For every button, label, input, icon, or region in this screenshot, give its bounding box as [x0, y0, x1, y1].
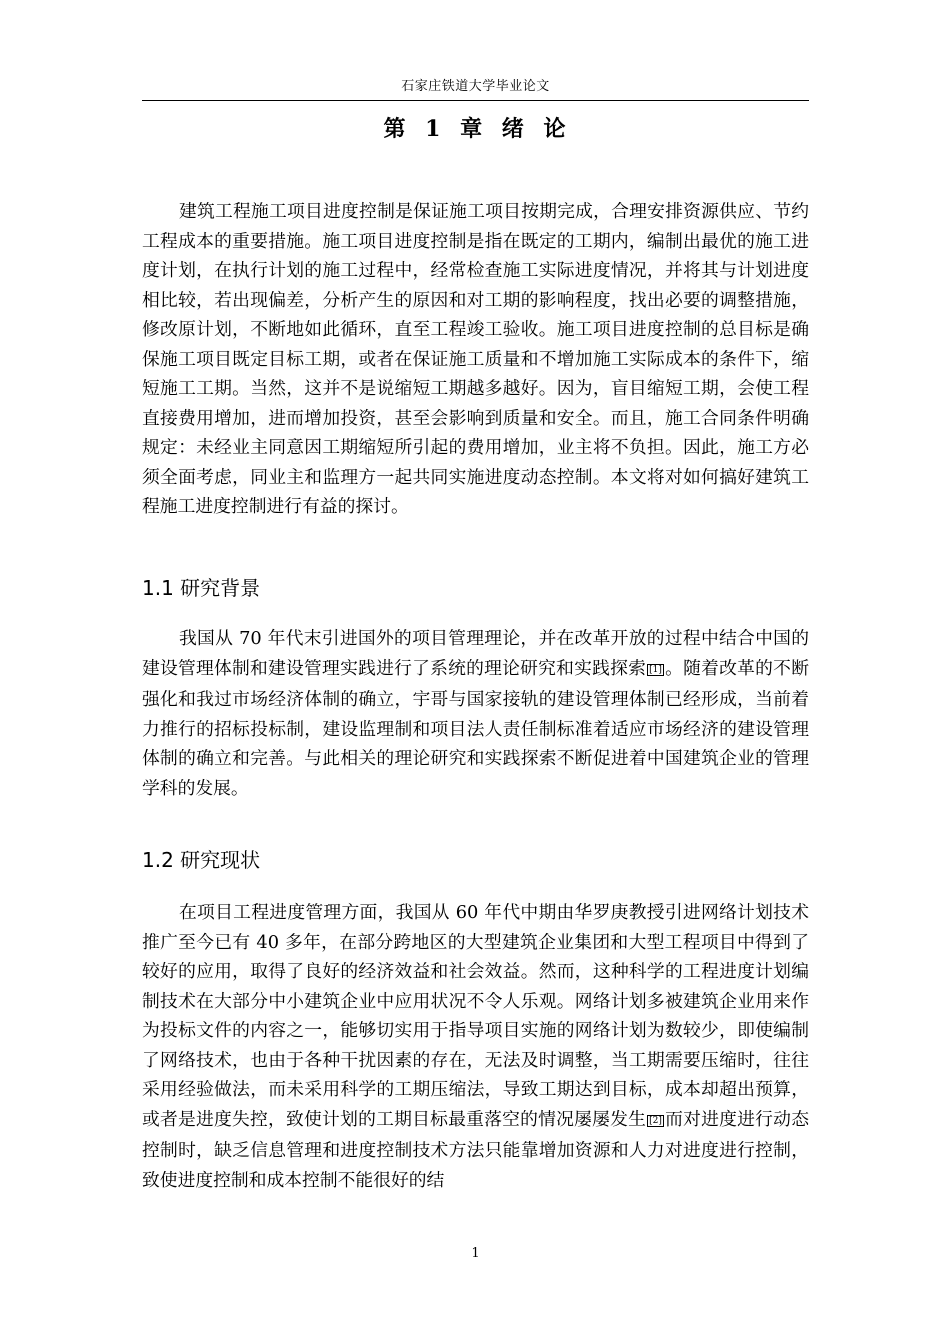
- running-header: 石家庄铁道大学毕业论文: [401, 79, 550, 94]
- section-heading-background: 1.1 研究背景: [142, 576, 261, 600]
- section-heading-status: 1.2 研究现状: [142, 848, 261, 872]
- background-paragraph: [142, 624, 809, 803]
- intro-paragraph: 建筑工程施工项目进度控制是保证施工项目按期完成，合理安排资源供应、节约工程成本的重要措施。施工项目进度控制是指在既定的工期内，编制出最优的施工进度计划，在执行计划的施工过程中，经常检查施工实际进度情况，并将其与计划进度相比较，若出现偏差，分析产生的原因和对工期的影响程度，找出必要的调整措施，修改原计划，不断地如此循环，直至工程竣工验收。施工项目进度控制的总目标是确保施工项目既定目标工期，或者在保证施工质量和不增加施工实际成本的条件下，缩短施工工期。当然，这并不是说缩短工期越多越好。因为，盲目缩短工期，会使工程直接费用增加，进而增加投资，甚至会影响到质量和安全。而且，施工合同条件明确规定：未经业主同意因工期缩短所引起的费用增加，业主将不负担。因此，施工方必须全面考虑，同业主和监理方一起共同实施进度动态控制。本文将对如何搞好建筑工程施工进度控制进行有益的探讨。: [142, 201, 809, 517]
- page-number: 1: [471, 1246, 480, 1261]
- chapter-title: 第 1 章 绪 论: [383, 116, 568, 142]
- background-text-part1: 我国从 70 年代末引进国外的项目管理理论，并在改革开放的过程中结合中国的建设管理体制和建设管理实践进行了系统的理论研究和实践探索: [142, 628, 809, 679]
- status-text-part1: 在项目工程进度管理方面，我国从 60 年代中期由华罗庚教授引进网络计划技术推广至今已有 40 多年，在部分跨地区的大型建筑企业集团和大型工程项目中得到了较好的应用，取得了良好的经济效益和社会效益。然而，这种科学的工程进度计划编制技术在大部分中小建筑企业中应用状况不令人乐观。网络计划多被建筑企业用来作为投标文件的内容之一，能够切实用于指导项目实施的网络计划为数较少，即使编制了网络技术，也由于各种干扰因素的存在，无法及时调整，当工期需要压缩时，往往采用经验做法，而未采用科学的工期压缩法，导致工期达到目标，成本却超出预算，或者是进度失控，致使计划的工期目标最重落空的情况屡屡发生: [142, 902, 809, 1130]
- status-paragraph: [142, 898, 809, 1195]
- citation-ref-2: [2]: [649, 1115, 662, 1126]
- citation-ref-1: [1]: [649, 664, 662, 675]
- header-rule: [142, 100, 809, 101]
- background-text-part2: 。随着改革的不断强化和我过市场经济体制的确立，宇哥与国家接轨的建设管理体制已经形成，当前着力推行的招标投标制，建设监理制和项目法人责任制标准着适应市场经济的建设管理体制的确立和完善。与此相关的理论研究和实践探索不断促进着中国建筑企业的管理学科的发展。: [142, 657, 809, 799]
- status-text-part2: 而对进度进行动态控制时，缺乏信息管理和进度控制技术方法只能靠增加资源和人力对进度进行控制，致使进度控制和成本控制不能很好的结: [142, 1108, 809, 1191]
